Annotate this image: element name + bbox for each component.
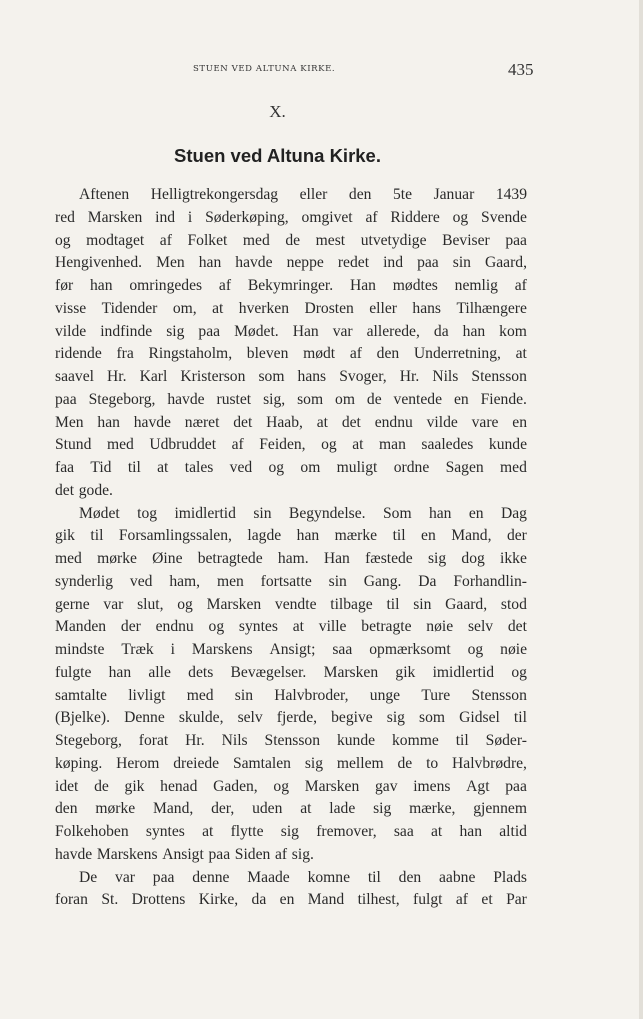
text-line: Stegeborg, forat Hr. Nils Stensson kunde komme til Søder-	[55, 732, 527, 749]
text-line: gik til Forsamlingssalen, lagde han mærke til en Mand, der	[55, 527, 527, 545]
text-line: saavel Hr. Karl Kristerson som hans Svoger, Hr. Nils Stensson	[55, 368, 527, 385]
text-line: fulgte han alle dets Bevægelser. Marsken gik imidlertid og	[55, 663, 527, 681]
text-line: ridende fra Ringstaholm, bleven mødt af den Underretning, at	[55, 345, 527, 363]
text-line: Folkehoben syntes at flytte sig fremover, saa at han altid	[55, 823, 527, 840]
text-line: visse Tidender om, at hverken Drosten eller hans Tilhængere	[55, 299, 527, 317]
text-line: med mørke Øine betragtede ham. Han fæstede sig dog ikke	[55, 550, 527, 567]
text-line: mindste Træk i Marskens Ansigt; saa opmærksomt og nøie	[55, 641, 527, 658]
text-line: vilde indfinde sig paa Mødet. Han var allerede, da han kom	[55, 322, 527, 340]
text-line: samtalte livligt med sin Halvbroder, unge Ture Stensson	[55, 686, 527, 704]
text-line: før han omringedes af Bekymringer. Han mødtes nemlig af	[55, 277, 527, 294]
text-line: synderlig ved ham, men fortsatte sin Gang. Da Forhandlin-	[55, 572, 527, 590]
text-line: havde Marskens Ansigt paa Siden af sig.	[55, 845, 314, 863]
page-number: 435	[508, 60, 534, 79]
text-line: (Bjelke). Denne skulde, selv fjerde, begive sig som Gidsel til	[55, 709, 527, 727]
running-head: STUEN VED ALTUNA KIRKE.	[193, 64, 336, 74]
chapter-number: X.	[269, 102, 286, 121]
text-line: Manden der endnu og syntes at ville betragte nøie selv det	[55, 618, 527, 636]
text-line: den mørke Mand, der, uden at lade sig mærke, gjennem	[55, 800, 527, 818]
text-line: De var paa denne Maade komne til den aabne Plads	[79, 868, 527, 886]
text-line: red Marsken ind i Søderkøping, omgivet af Riddere og Svende	[55, 208, 527, 226]
text-line: faa Tid til at tales ved og om muligt ordne Sagen med	[55, 459, 527, 476]
text-line: gerne var slut, og Marsken vendte tilbage til sin Gaard, stod	[55, 595, 527, 613]
text-line: køping. Herom dreiede Samtalen sig mellem de to Halvbrødre,	[55, 754, 527, 772]
chapter-title: Stuen ved Altuna Kirke.	[174, 145, 381, 166]
text-line: Men han havde næret det Haab, at det endnu vilde vare en	[55, 413, 527, 431]
text-line: Aftenen Helligtrekongersdag eller den 5te Januar 1439	[79, 186, 527, 203]
text-line: Mødet tog imidlertid sin Begyndelse. Som han en Dag	[79, 504, 527, 522]
text-line: Stund med Udbruddet af Feiden, og at man saaledes kunde	[55, 436, 527, 454]
text-line: Hengivenhed. Men han havde neppe redet ind paa sin Gaard,	[55, 254, 527, 272]
text-line: foran St. Drottens Kirke, da en Mand tilhest, fulgt af et Par	[55, 891, 527, 909]
text-line: idet de gik henad Gaden, og Marsken gav imens Agt paa	[55, 777, 527, 795]
body-text	[55, 184, 527, 912]
text-line: paa Stegeborg, havde rustet sig, som om de ventede en Fiende.	[55, 390, 527, 408]
text-line: og modtaget af Folket med de mest utvetydige Beviser paa	[55, 231, 527, 249]
text-line: det gode.	[55, 481, 113, 499]
